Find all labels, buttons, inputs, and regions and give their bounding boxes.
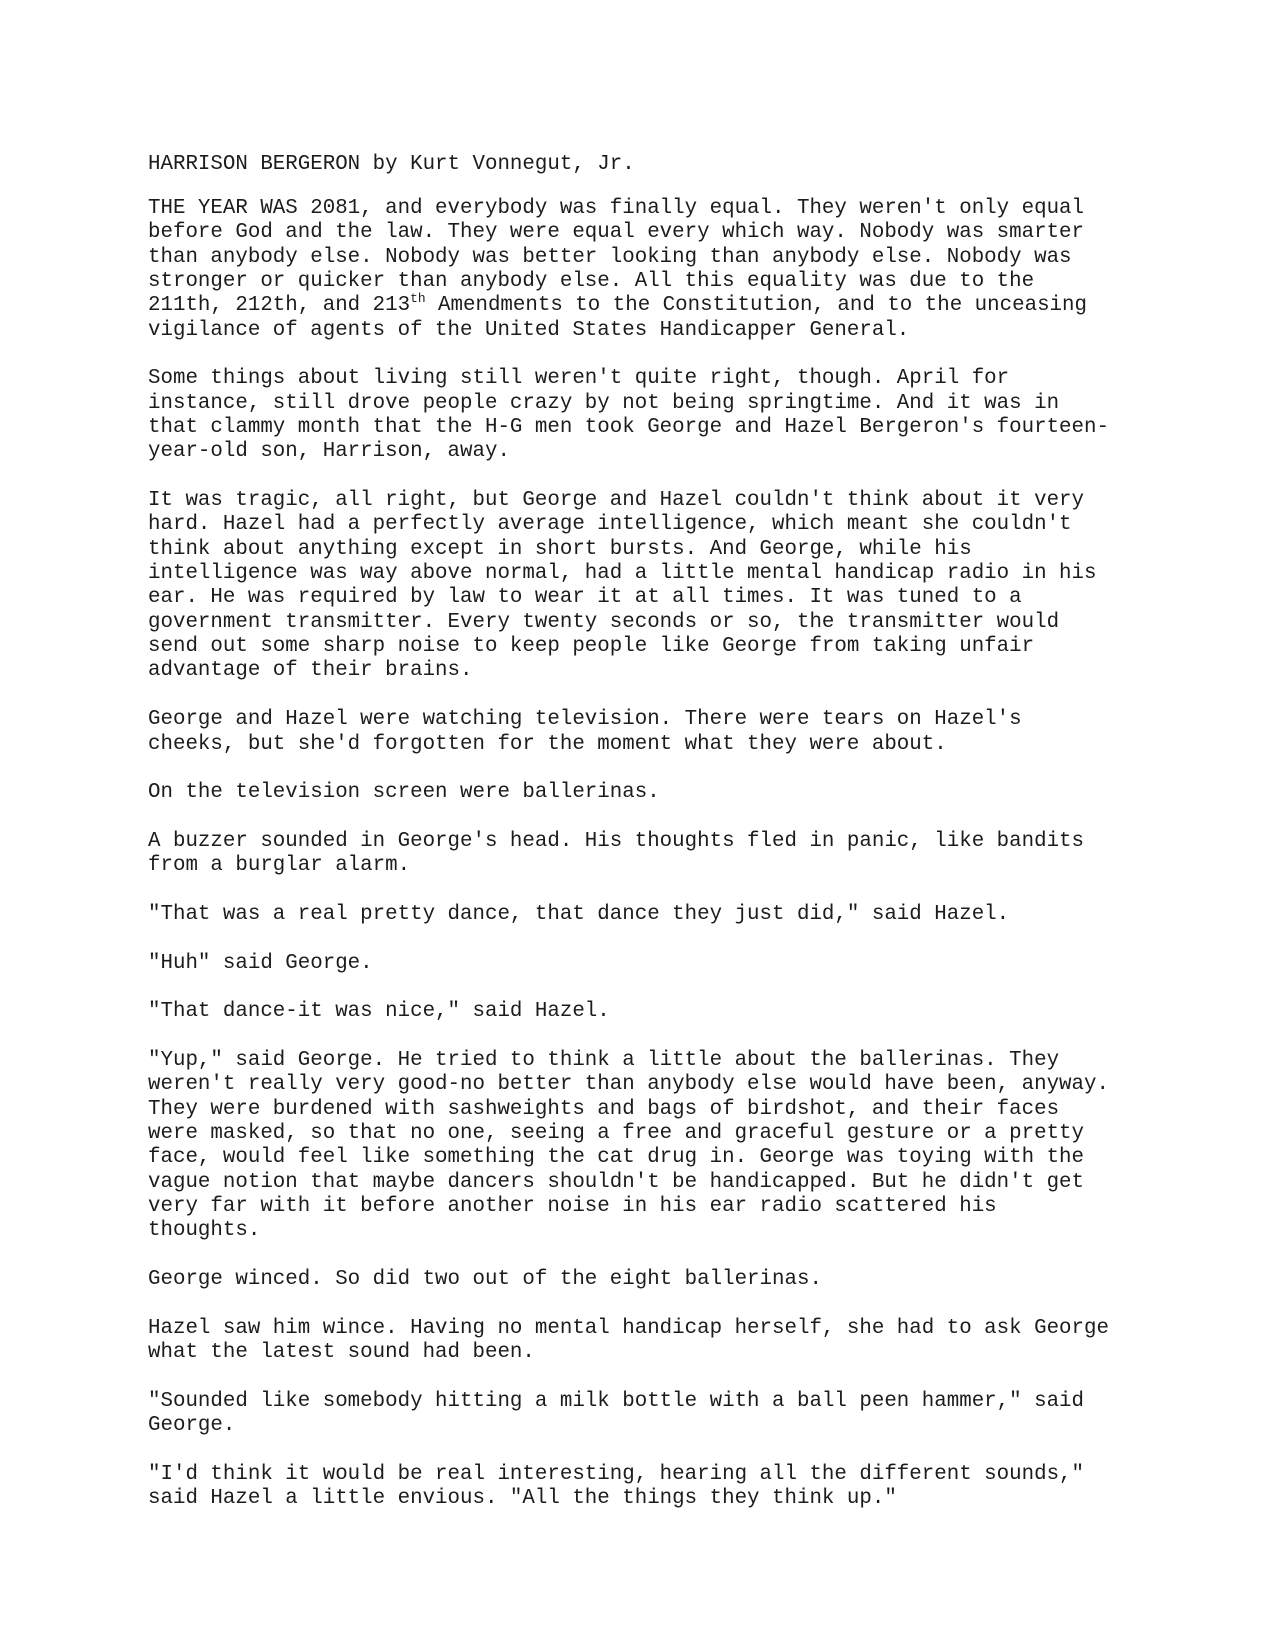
paragraph xyxy=(148,197,1175,343)
text-line: cheeks, but she'd forgotten for the moment what they were about. xyxy=(148,732,947,756)
text-line: think about anything except in short bursts. And George, while his xyxy=(148,537,972,561)
text-line: thoughts. xyxy=(148,1219,261,1243)
text-line: from a burglar alarm. xyxy=(148,854,411,878)
text-line: vague notion that maybe dancers shouldn't be handicapped. But he didn't get xyxy=(148,1170,1085,1194)
paragraph xyxy=(148,1049,1175,1244)
text-line: A buzzer sounded in George's head. His thoughts fled in panic, like bandits xyxy=(148,829,1085,853)
text-line: before God and the law. They were equal every which way. Nobody was smarter xyxy=(148,221,1085,245)
text-line: "Sounded like somebody hitting a milk bottle with a ball peen hammer," said xyxy=(148,1389,1085,1413)
text-line: "I'd think it would be real interesting, hearing all the different sounds," xyxy=(148,1462,1085,1486)
paragraph xyxy=(148,489,1175,684)
text-line: advantage of their brains. xyxy=(148,659,473,683)
text-line: "That was a real pretty dance, that dance they just did," said Hazel. xyxy=(148,902,1010,926)
text-line: than anybody else. Nobody was better looking than anybody else. Nobody was xyxy=(148,245,1072,269)
text-line: very far with it before another noise in his ear radio scattered his xyxy=(148,1195,997,1219)
text-line: "That dance-it was nice," said Hazel. xyxy=(148,1000,610,1024)
text-line: what the latest sound had been. xyxy=(148,1341,535,1365)
document-title: HARRISON BERGERON by Kurt Vonnegut, Jr. xyxy=(148,153,635,176)
text-line: intelligence was way above normal, had a little mental handicap radio in his xyxy=(148,562,1097,586)
text-line: year-old son, Harrison, away. xyxy=(148,440,510,464)
paragraph xyxy=(148,781,1175,805)
text-line: send out some sharp noise to keep people like George from taking unfair xyxy=(148,635,1035,659)
paragraph xyxy=(148,1390,1175,1439)
paragraph xyxy=(148,1000,1175,1024)
text-line: George. xyxy=(148,1414,236,1438)
text-line xyxy=(148,291,1175,318)
text-line: Some things about living still weren't quite right, though. April for xyxy=(148,367,1010,391)
text-line: stronger or quicker than anybody else. All this equality was due to the xyxy=(148,269,1035,293)
text-line: government transmitter. Every twenty seconds or so, the transmitter would xyxy=(148,610,1060,634)
paragraph xyxy=(148,903,1175,927)
text-line: that clammy month that the H-G men took George and Hazel Bergeron's fourteen- xyxy=(148,416,1109,440)
text-line: were masked, so that no one, seeing a free and graceful gesture or a pretty xyxy=(148,1122,1085,1145)
text-line: "Huh" said George. xyxy=(148,951,373,975)
text-line: ear. He was required by law to wear it at all times. It was tuned to a xyxy=(148,586,1022,610)
text-line: They were burdened with sashweights and bags of birdshot, and their faces xyxy=(148,1097,1060,1121)
paragraph xyxy=(148,1268,1175,1292)
text-line: hard. Hazel had a perfectly average intelligence, which meant she couldn't xyxy=(148,513,1072,537)
paragraph xyxy=(148,367,1175,464)
text-segment: Amendments to the Constitution, and to the unceasing xyxy=(425,294,1087,318)
text-line: "Yup," said George. He tried to think a little about the ballerinas. They xyxy=(148,1048,1060,1072)
paragraph xyxy=(148,952,1175,976)
paragraph xyxy=(148,708,1175,757)
text-line: It was tragic, all right, but George and Hazel couldn't think about it very xyxy=(148,489,1085,513)
paragraph xyxy=(148,1463,1175,1512)
text-line: On the television screen were ballerinas. xyxy=(148,781,660,805)
text-line: instance, still drove people crazy by not being springtime. And it was in xyxy=(148,391,1060,415)
document-body xyxy=(148,197,1175,1512)
paragraph xyxy=(148,830,1175,879)
text-line: face, would feel like something the cat drug in. George was toying with the xyxy=(148,1146,1085,1170)
superscript-text: th xyxy=(410,291,426,307)
paragraph xyxy=(148,1317,1175,1366)
text-line: weren't really very good-no better than anybody else would have been, anyway. xyxy=(148,1073,1109,1097)
text-line: George and Hazel were watching television. There were tears on Hazel's xyxy=(148,708,1022,732)
text-line: THE YEAR WAS 2081, and everybody was finally equal. They weren't only equal xyxy=(148,196,1085,220)
text-line: Hazel saw him wince. Having no mental handicap herself, she had to ask George xyxy=(148,1316,1109,1340)
text-line: George winced. So did two out of the eight ballerinas. xyxy=(148,1268,822,1292)
text-line: vigilance of agents of the United States Handicapper General. xyxy=(148,318,910,342)
text-line: said Hazel a little envious. "All the things they think up." xyxy=(148,1487,897,1511)
text-segment: 211th, 212th, and 213 xyxy=(148,294,411,318)
